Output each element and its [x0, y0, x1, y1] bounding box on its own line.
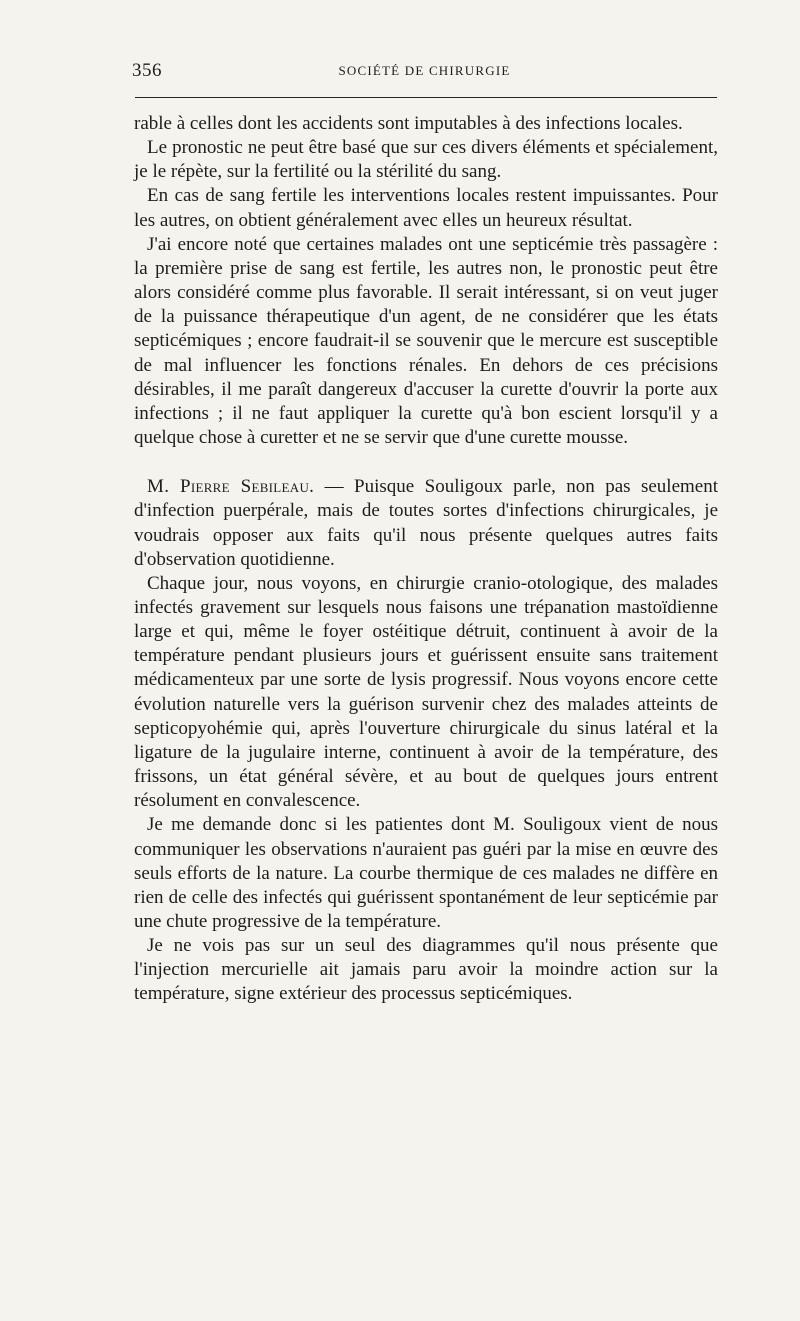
paragraph-mercury-injection: Je ne vois pas sur un seul des diagrammes qu'il nous présente que l'injection mercurielle ait jamais paru avoir la moindre action sur la température, signe extérieur des processus septicémiques.: [134, 935, 718, 1005]
paragraph-continuation: rable à celles dont les accidents sont imputables à des infections locales.: [134, 113, 683, 134]
paragraph-transient-septicemia: J'ai encore noté que certaines malades ont une septicémie très passagère : la première prise de sang est fertile, les autres non, le pronostic peut être alors considéré comme plus favorable. Il serait intéressant, si on veut juger de la puissance thérapeutique d'un agent, de ne considérer que les états septicémiques ; encore faudrait-il se souvenir que le mercure est susceptible de mal influencer les fonctions rénales. En dehors de ces précisions désirables, il me paraît dangereux d'accuser la curette d'ouvrir la porte aux infections ; il ne faut appliquer la curette qu'à bon escient lorsqu'il y a quelque chose à curetter et ne se servir que d'une curette mousse.: [134, 233, 718, 449]
header-rule: [135, 97, 717, 98]
speech-text: — Puisque Souligoux parle, non pas seulement d'infection puerpérale, mais de toutes sortes d'infections chirurgicales, je voudrais opposer aux faits qu'il nous présente quelques autres faits d'observation quotidienne.: [134, 476, 718, 570]
paragraph-prognosis: Le pronostic ne peut être basé que sur ces divers éléments et spécialement, je le répète, sur la fertilité ou la stérilité du sang.: [134, 137, 718, 183]
paragraph-sebileau-intervention: [134, 475, 718, 572]
journal-title: SOCIÉTÉ DE CHIRURGIE: [338, 63, 511, 78]
paragraph-natural-recovery: Je me demande donc si les patientes dont M. Souligoux vient de nous communiquer les observations n'auraient pas guéri par la mise en œuvre des seuls efforts de la nature. La courbe thermique de ces malades ne diffère en rien de celle des infectés qui guérissent spontanément de leur septicémie par une chute progressive de la température.: [134, 814, 718, 932]
paragraph-fertile-blood: En cas de sang fertile les interventions locales restent impuissantes. Pour les autres, on obtient généralement avec elles un heureux résultat.: [134, 185, 718, 231]
body-text: [134, 112, 718, 1007]
speaker-name: M. Pierre Sebileau.: [147, 476, 315, 498]
paragraph-cranio-otology: Chaque jour, nous voyons, en chirurgie cranio-otologique, des malades infectés gravement sur lesquels nous faisons une trépanation mastoïdienne large et qui, même le foyer ostéitique détruit, continuent à avoir de la température pendant plusieurs jours et guérissent ensuite sans traitement médicamenteux par une sorte de lysis progressif. Nous voyons encore cette évolution naturelle vers la guérison survenir chez des malades atteints de septicopyohémie qui, après l'ouverture chirurgicale du sinus latéral et la ligature de la jugulaire interne, continuent à avoir de la température, des frissons, un état général sévère, et au bout de quelques jours entrent résolument en convalescence.: [134, 572, 718, 812]
page-number: 356: [132, 60, 162, 81]
running-head: [132, 60, 717, 84]
